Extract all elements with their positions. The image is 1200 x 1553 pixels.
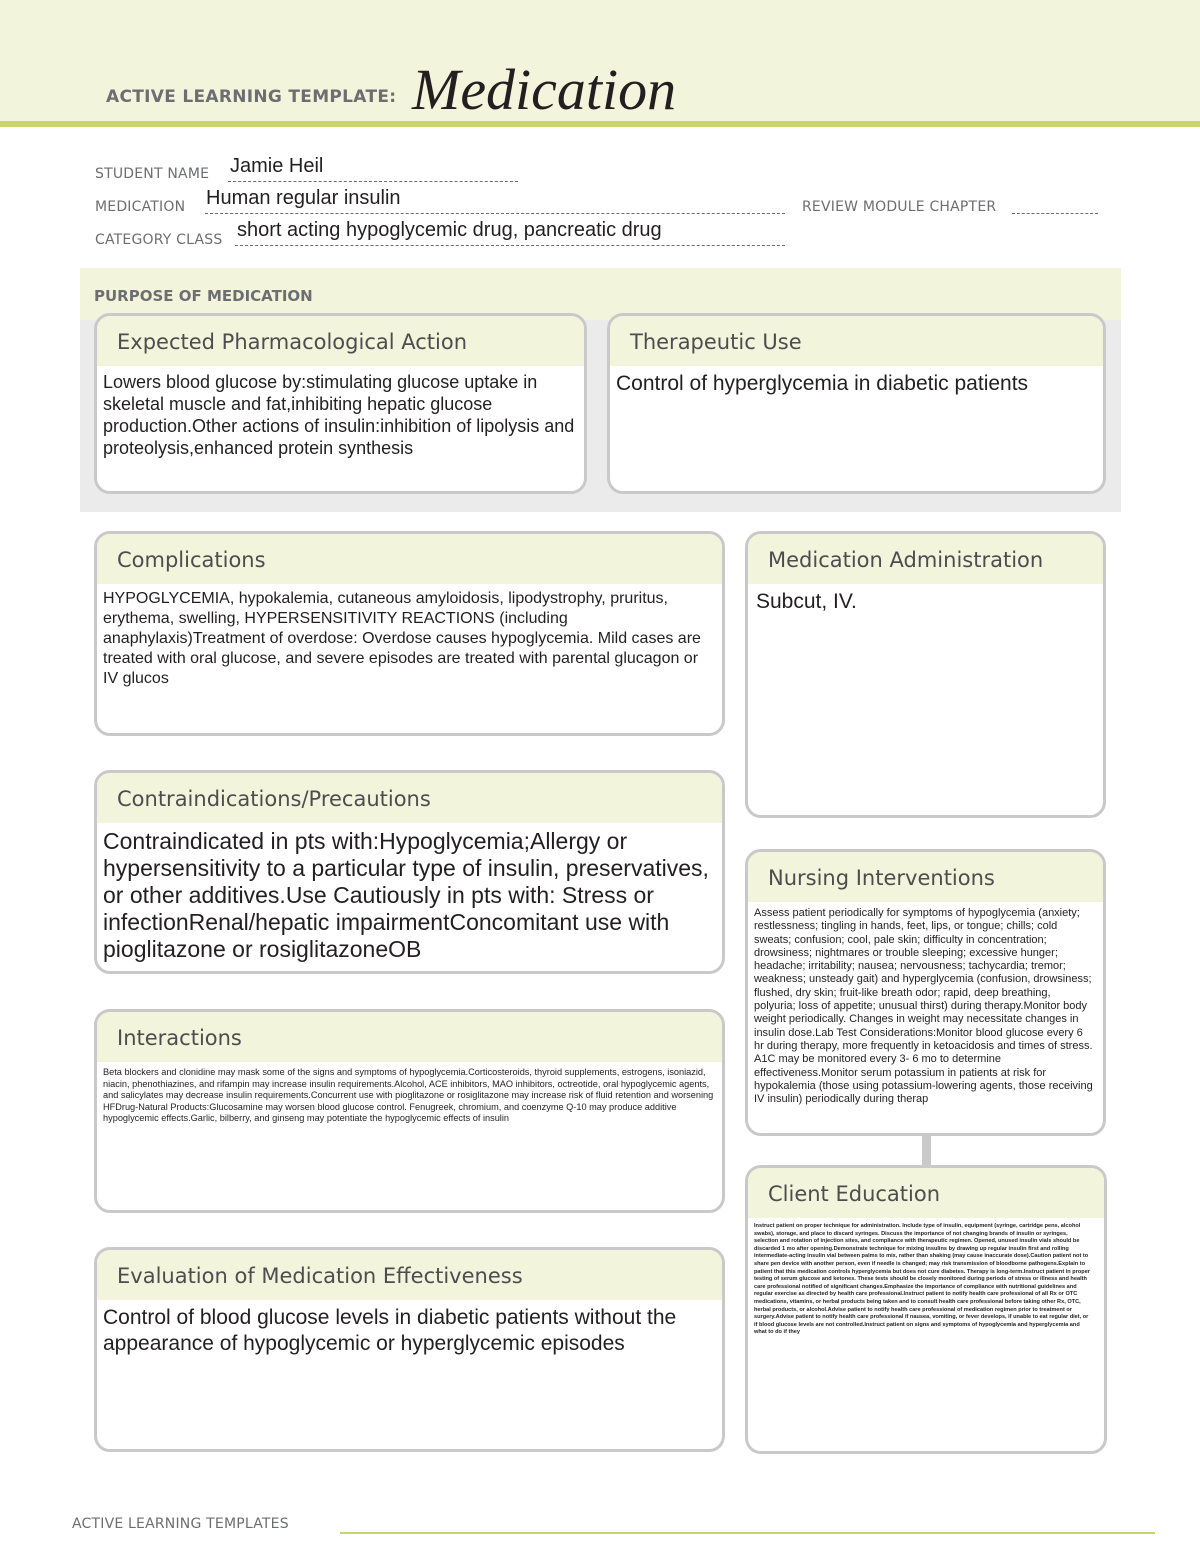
therapeutic-use-title: Therapeutic Use: [610, 316, 1103, 366]
administration-card: [745, 531, 1106, 818]
student-name-field[interactable]: Jamie Heil: [230, 155, 324, 177]
client-education-text[interactable]: Instruct patient on proper technique for administration. Include type of insulin, equipment (syringe, cartridge pens, alcohol swabs), storage, and place to discard syringes. Discuss the importance of not changing brands of insulin or syringes, selection and rotation of injection sites, and compliance with therapeutic regimen. Opened, unused insulin vials should be discarded 1 mo after opening.Demonstrate technique for mixing insulins by drawing up regular insulin first and rolling intermediate-acting insulin vial between palms to mix, rather than shaking (may cause inaccurate dose).Caution patient not to share pen device with another person, even if needle is changed; may risk transmission of bloodborne pathogens.Explain to patient that this medication controls hyperglycemia but does not cure diabetes. Therapy is long-term.Instruct patient in proper testing of serum glucose and ketones. These tests should be closely monitored during periods of stress or illness and health care professional notified of significant changes.Emphasize the importance of compliance with nutritional guidelines and regular exercise as directed by health care professional.Instruct patient to notify health care professional of all Rx or OTC medications, vitamins, or herbal products being taken and to consult health care professional before taking other Rx, OTC, herbal products, or alcohol.Advise patient to notify health care professional of medication regimen prior to treatment or surgery.Advise patient to notify health care professional if nausea, vomiting, or fever develops, if unable to eat regular diet, or if blood glucose levels are not controlled.Instruct patient on signs and symptoms of hypoglycemia and hyperglycemia and what to do if they: [754, 1223, 1090, 1336]
page-title: Medication: [412, 57, 677, 122]
complications-text[interactable]: HYPOGLYCEMIA, hypokalemia, cutaneous amyloidosis, lipodystrophy, pruritus, erythema, swelling, HYPERSENSITIVITY REACTIONS (including anaphylaxis)Treatment of overdose: Overdose causes hypoglycemia. Mild cases are treated with oral glucose, and severe episodes are treated with parental glucagon or IV glucos: [103, 590, 701, 687]
footer-label: ACTIVE LEARNING TEMPLATES: [72, 1516, 289, 1532]
expected-action-text[interactable]: Lowers blood glucose by:stimulating glucose uptake in skeletal muscle and fat,inhibiting hepatic glucose production.Other actions of insulin:inhibition of lipolysis and proteolysis,enhanced protein synthesis: [103, 372, 575, 458]
therapeutic-use-text[interactable]: Control of hyperglycemia in diabetic patients: [616, 372, 1029, 395]
category-class-label: CATEGORY CLASS: [95, 232, 223, 248]
review-module-chapter-label: REVIEW MODULE CHAPTER: [802, 199, 997, 215]
expected-action-card: [94, 313, 587, 494]
review-module-chapter-line: [1012, 213, 1098, 214]
footer-rule: [340, 1532, 1155, 1534]
student-name-line: [228, 181, 518, 182]
card-connector: [922, 1134, 931, 1168]
medication-line: [205, 213, 785, 214]
evaluation-text[interactable]: Control of blood glucose levels in diabetic patients without the appearance of hypoglycemic or hyperglycemic episodes: [103, 1306, 677, 1355]
purpose-title: PURPOSE OF MEDICATION: [94, 287, 313, 305]
therapeutic-use-card: [607, 313, 1106, 494]
administration-title: Medication Administration: [748, 534, 1103, 584]
evaluation-title: Evaluation of Medication Effectiveness: [97, 1250, 722, 1300]
contraindications-card: [94, 770, 725, 974]
student-name-label: STUDENT NAME: [95, 166, 210, 182]
interactions-title: Interactions: [97, 1012, 722, 1062]
contraindications-title: Contraindications/Precautions: [97, 773, 722, 823]
category-class-line: [235, 245, 785, 246]
complications-title: Complications: [97, 534, 722, 584]
template-prefix: ACTIVE LEARNING TEMPLATE:: [106, 87, 397, 107]
evaluation-card: [94, 1247, 725, 1452]
interactions-card: [94, 1009, 725, 1213]
medication-label: MEDICATION: [95, 199, 186, 215]
category-class-field[interactable]: short acting hypoglycemic drug, pancreatic drug: [237, 219, 662, 241]
client-education-title: Client Education: [748, 1168, 1104, 1218]
medication-field[interactable]: Human regular insulin: [206, 187, 401, 209]
nursing-card: [745, 849, 1106, 1136]
nursing-text[interactable]: Assess patient periodically for symptoms of hypoglycemia (anxiety; restlessness; tingling in hands, feet, lips, or tongue; chills; cold sweats; confusion; cool, pale skin; difficulty in concentration; drowsiness; nightmares or trouble sleeping; excessive hunger; headache; irritability; nausea; nervousness; tachycardia; tremor; weakness; unsteady gait) and hyperglycemia (confusion, drowsiness; flushed, dry skin; fruit-like breath odor; rapid, deep breathing, polyuria; loss of appetite; unusual thirst) during therapy.Monitor body weight periodically. Changes in weight may necessitate changes in insulin dose.Lab Test Considerations:Monitor blood glucose every 6 hr during therapy, more frequently in ketoacidosis and times of stress. A1C may be monitored every 3- 6 mo to determine effectiveness.Monitor serum potassium in patients at risk for hypokalemia (those using potassium-lowering agents, those receiving IV insulin) periodically during therap: [754, 907, 1093, 1106]
contraindications-text[interactable]: Contraindicated in pts with:Hypoglycemia;Allergy or hypersensitivity to a particular type of insulin, preservatives, or other additives.Use Cautiously in pts with: Stress or infectionRenal/hepatic impairmentConcomitant use with pioglitazone or rosiglitazoneOB: [103, 828, 709, 962]
expected-action-title: Expected Pharmacological Action: [97, 316, 584, 366]
nursing-title: Nursing Interventions: [748, 852, 1103, 902]
administration-text[interactable]: Subcut, IV.: [756, 590, 857, 613]
interactions-text[interactable]: Beta blockers and clonidine may mask some of the signs and symptoms of hypoglycemia.Corticosteroids, thyroid supplements, estrogens, isoniazid, niacin, phenothiazines, and rifampin may increase insulin requirements.Alcohol, ACE inhibitors, MAO inhibitors, octreotide, oral hypoglycemic agents, and salicylates may decrease insulin requirements.Concurrent use with pioglitazone or rosiglitazone may increase risk of fluid retention and worsening HFDrug-Natural Products:Glucosamine may worsen blood glucose control. Fenugreek, chromium, and coenzyme Q-10 may produce additive hypoglycemic effects.Garlic, bilberry, and ginseng may potentiate the hypoglycemic effects of insulin: [103, 1067, 714, 1123]
complications-card: [94, 531, 725, 736]
client-education-card: [745, 1165, 1107, 1454]
